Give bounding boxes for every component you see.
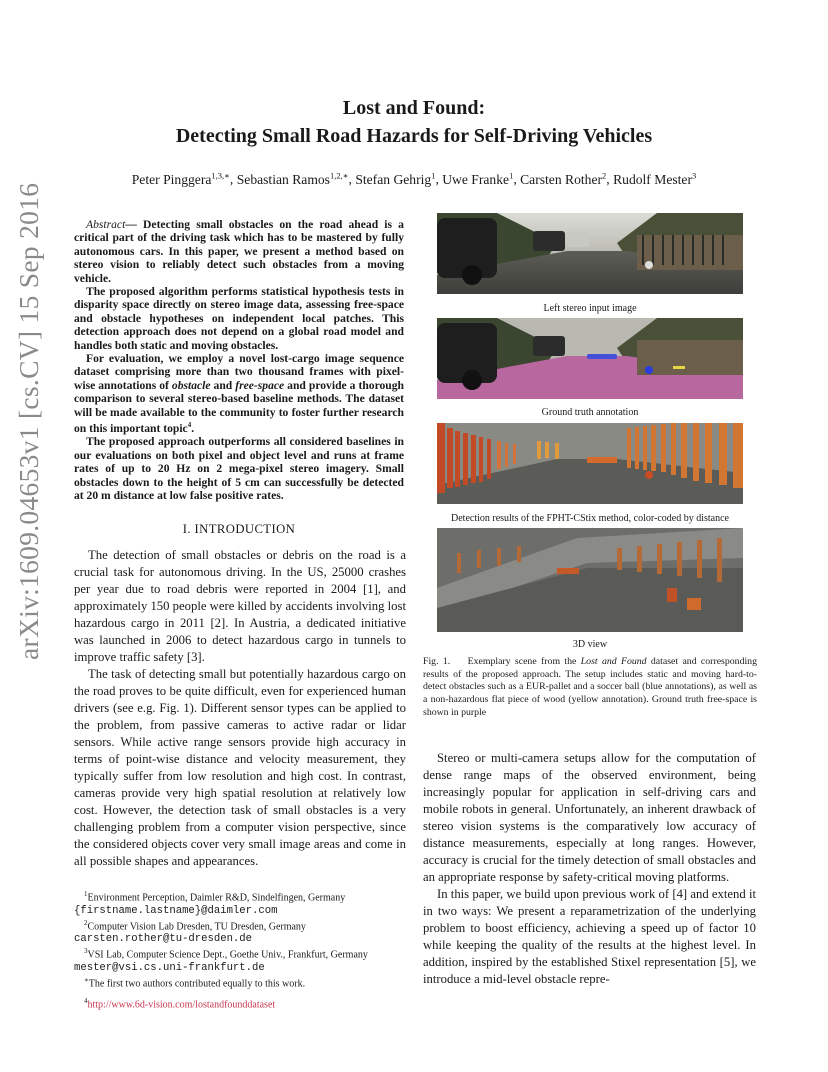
title-line-1: Lost and Found:	[342, 97, 486, 119]
figure-caption-ground-truth: Ground truth annotation	[541, 407, 639, 418]
figure-image-3d-view	[437, 528, 743, 632]
abstract-paragraph: Abstract— Detecting small obstacles on the road ahead is a critical part of the driving task which has to be mastered by fully autonomous cars. In this paper, we present a method based on stereo vision to reliably detect such obstacles from a moving vehicle.	[74, 218, 404, 285]
arxiv-stamp: arXiv:1609.04653v1 [cs.CV] 15 Sep 2016	[13, 182, 44, 660]
body-paragraph: Stereo or multi-camera setups allow for the computation of dense range maps of the observed environment, being increasingly popular for application in self-driving cars and mobile robots in general. Unfortunately, an inherent drawback of stereo vision systems is the comparatively low accuracy of distance measurements, especially at long ranges. However, accuracy is crucial for the timely detection of small obstacles and an appropriate response by safety-critical moving platforms.	[423, 751, 756, 884]
footnote: ∗The first two authors contributed equally to this work.	[84, 976, 306, 990]
footnote: $^4$http://www.6d-vision.com/lostandfounddataset	[84, 996, 276, 1011]
abstract	[74, 218, 404, 502]
dataset-link[interactable]: http://www.6d-vision.com/lostandfounddataset	[87, 999, 276, 1011]
figure-caption: Fig. 1. Exemplary scene from the Lost and Found dataset and corresponding results of the proposed approach. The setup includes static and moving hard-to-detect obstacles such as a EUR-pallet and a soccer ball (blue annotations), as well as a non-hazardous flat piece of wood (yellow annotation). Ground truth free-space is shown in purple	[423, 656, 757, 718]
author: Carsten Rother$^2$	[520, 170, 607, 187]
author: Stefan Gehrig$^1$	[355, 170, 436, 187]
abstract-paragraph: The proposed algorithm performs statistical hypothesis tests in disparity space directly on stereo image data, assessing free-space and obstacle hypotheses on independent local patches. This detection approach does not depend on a global road model and handles both static and moving obstacles.	[74, 285, 404, 352]
author-list: Peter Pinggera$^{1,3,∗}$, Sebastian Ramos$^{1,2,∗}$, Stefan Gehrig$^1$, Uwe Franke$^1$, Carsten Rother$^2$, Rudolf Mester$^3$	[131, 170, 697, 187]
author: Peter Pinggera$^{1,3,∗}$	[131, 170, 230, 187]
footnotes	[74, 888, 406, 1011]
section-heading: I. INTRODUCTION	[182, 522, 296, 536]
body-paragraph: In this paper, we build upon previous work of [4] and extend it in two ways: We present a reparametrization of the underlying problem to boost efficiency, achieving a speed up of factor 10 while keeping the quality of the results at the highest level. In addition, inspired by the established Stixel representation [5], we introduce a mid-level obstacle repre-	[423, 887, 756, 986]
figure-image-detection-results	[437, 423, 743, 504]
body-paragraph: The task of detecting small but potentially hazardous cargo on the road proves to be quite difficult, even for experienced human drivers (see e.g. Fig. 1). Different sensor types can be applied to the problem, from passive cameras to active radar or lidar sensors. While active range sensors provide high accuracy in terms of point-wise distance and velocity measurement, they typically suffer from low resolution and high cost. In contrast, cameras provide very high spatial resolution at relatively low cost. However, the detection task of small obstacles is a very challenging problem from a computer vision perspective, since the considered objects cover very small image areas and come in all possible shapes and appearances.	[74, 667, 406, 868]
figure-image-stereo-input	[437, 213, 743, 294]
body-paragraph: The detection of small obstacles or debris on the road is a crucial task for autonomous driving. In the US, 25000 crashes per year due to road debris were reported in 2004 [1], and approximately 150 people were killed by accidents involving lost hazardous cargo in 2011 [2]. In Austria, a dedicated initiative was launched in 2006 to detect hazardous cargo in tunnels to improve traffic safety [3].	[74, 548, 406, 664]
figure-caption-stereo-input: Left stereo input image	[543, 303, 637, 314]
author: Uwe Franke$^1$	[442, 170, 514, 187]
title-line-2: Detecting Small Road Hazards for Self-Driving Vehicles	[175, 125, 653, 147]
author: Sebastian Ramos$^{1,2,∗}$	[236, 170, 349, 187]
footnote: $^2$Computer Vision Lab Dresden, TU Dresden, Germany carsten.rother@tu-dresden.de	[74, 918, 306, 946]
paper-title	[0, 94, 828, 150]
author: Rudolf Mester$^3$	[613, 170, 697, 187]
figure-caption-detection-results: Detection results of the FPHT-CStix method, color-coded by distance	[451, 513, 729, 524]
abstract-paragraph: The proposed approach outperforms all considered baselines in our evaluations on both pixel and object level and runs at frame rates of up to 20 Hz on 2 mega-pixel stereo imagery. Small obstacles down to the height of 5 cm can successfully be detected at 20 m distance at low false positive rates.	[74, 435, 404, 502]
figure-caption-3d-view: 3D view	[572, 639, 608, 650]
abstract-paragraph: For evaluation, we employ a novel lost-cargo image sequence dataset comprising more than two thousand frames with pixel-wise annotations of obstacle and free-space and provide a thorough comparison to several stereo-based baseline methods. The dataset will be made available to the community to foster further research on this important topic$^4$.	[74, 352, 404, 435]
footnote: $^1$Environment Perception, Daimler R&D, Sindelfingen, Germany {firstname.lastname}@daimler.com	[74, 890, 346, 917]
figure-image-ground-truth	[437, 318, 743, 399]
footnote: $^3$VSI Lab, Computer Science Dept., Goethe Univ., Frankfurt, Germany mester@vsi.cs.uni-frankfurt.de	[74, 947, 368, 974]
intro-text	[74, 547, 406, 870]
abstract-heading: Abstract	[86, 218, 126, 231]
right-column-text	[423, 750, 756, 988]
footnote-ref[interactable]: 4	[187, 421, 192, 430]
